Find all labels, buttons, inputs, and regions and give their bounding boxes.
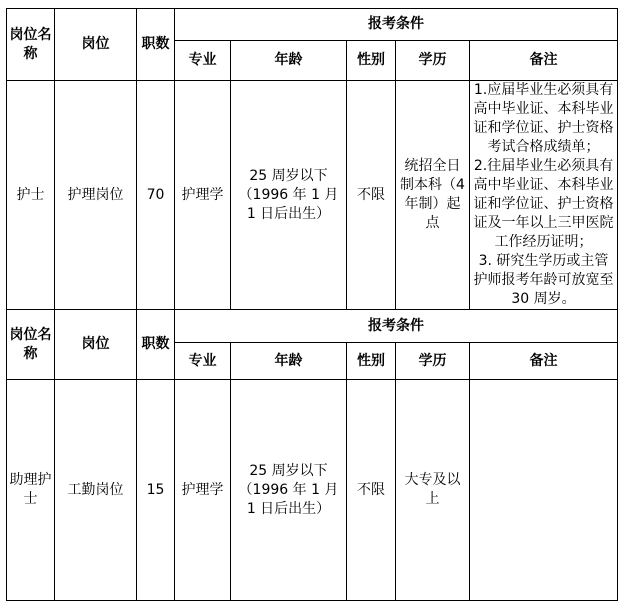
cell-position: 护理岗位: [55, 81, 137, 310]
header-count: 职数: [137, 310, 175, 380]
header-position-name: 岗位名称: [7, 9, 55, 81]
header-count: 职数: [137, 9, 175, 81]
header-conditions: 报考条件: [175, 310, 618, 343]
header-notes: 备注: [470, 343, 618, 380]
header-gender: 性别: [347, 343, 396, 380]
cell-major: 护理学: [175, 81, 231, 310]
note-item: 1.应届毕业生必须具有高中毕业证、本科毕业证和学位证、护士资格考试合格成绩单；: [473, 82, 614, 155]
cell-position-name: 助理护士: [7, 380, 55, 601]
header-education: 学历: [396, 41, 470, 81]
cell-notes: [470, 81, 618, 310]
header-major: 专业: [175, 343, 231, 380]
cell-gender: 不限: [347, 81, 396, 310]
header-major: 专业: [175, 41, 231, 81]
cell-education: 大专及以上: [396, 380, 470, 601]
cell-count: 15: [137, 380, 175, 601]
cell-count: 70: [137, 81, 175, 310]
table-row: [7, 380, 618, 601]
header-position: 岗位: [55, 9, 137, 81]
cell-age: 25 周岁以下（1996 年 1 月 1 日后出生）: [231, 81, 347, 310]
header-position: 岗位: [55, 310, 137, 380]
cell-position: 工勤岗位: [55, 380, 137, 601]
header-gender: 性别: [347, 41, 396, 81]
header-education: 学历: [396, 343, 470, 380]
cell-notes: [470, 380, 618, 601]
header-position-name: 岗位名称: [7, 310, 55, 380]
cell-major: 护理学: [175, 380, 231, 601]
header-age: 年龄: [231, 41, 347, 81]
recruitment-table: [6, 8, 618, 601]
cell-position-name: 护士: [7, 81, 55, 310]
cell-age: 25 周岁以下（1996 年 1 月 1 日后出生）: [231, 380, 347, 601]
cell-gender: 不限: [347, 380, 396, 601]
header-age: 年龄: [231, 343, 347, 380]
cell-education: 统招全日制本科（4年制）起点: [396, 81, 470, 310]
header-notes: 备注: [470, 41, 618, 81]
table-row: [7, 81, 618, 310]
header-conditions: 报考条件: [175, 9, 618, 41]
note-item: 3. 研究生学历或主管护师报考年龄可放宽至 30 周岁。: [473, 253, 614, 307]
note-item: 2.往届毕业生必须具有高中毕业证、本科毕业证和学位证、护士资格证及一年以上三甲医院工作经历证明；: [473, 158, 614, 250]
